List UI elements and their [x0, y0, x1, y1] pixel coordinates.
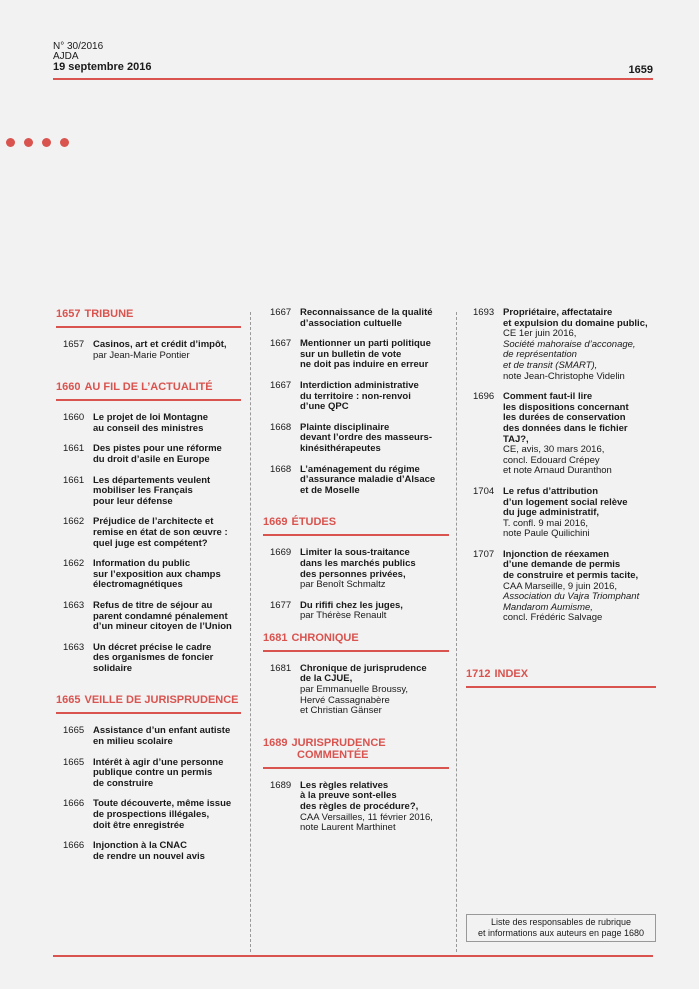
entry-page-number-text: 1660 — [63, 412, 85, 424]
entry-author: par Jean-Marie Pontier — [93, 349, 190, 361]
toc-entry — [56, 517, 241, 549]
entry-citation: CE, avis, 30 mars 2016, concl. Edouard Crépey et note Arnaud Duranthon — [503, 444, 612, 477]
entry-page-number-text: 1662 — [63, 516, 85, 528]
entry-title: Reconnaissance de la qualité d’association cultuelle — [300, 307, 433, 329]
entry-page-number — [263, 664, 300, 717]
entry-title: Plainte disciplinaire devant l’ordre des masseurs- kinésithérapeutes — [300, 421, 432, 454]
toc-entry — [56, 413, 241, 434]
entry-body — [503, 487, 656, 540]
entry-body — [93, 601, 241, 633]
entry-page-number — [56, 841, 93, 862]
toc-entry — [263, 308, 449, 329]
entry-page-number — [56, 517, 93, 549]
entry-citation: CE 1er juin 2016, — [503, 328, 577, 340]
entry-title: Les départements veulent mobiliser les Français pour leur défense — [93, 474, 211, 507]
toc-entry — [466, 487, 656, 540]
entry-page-number-text: 1704 — [473, 485, 495, 497]
entry-page-number-text: 1665 — [63, 756, 85, 768]
entry-title: Le projet de loi Montagne au conseil des ministres — [93, 412, 209, 434]
entry-title: Casinos, art et crédit d’impôt, — [93, 339, 227, 350]
toc-entry — [56, 643, 241, 675]
entry-body — [503, 550, 656, 624]
entry-author: par Emmanuelle Broussy, Hervé Cassagnabère et Christian Gänser — [300, 684, 409, 717]
entry-body — [93, 476, 241, 508]
authors-info-note — [466, 914, 656, 942]
entry-party-name: Association du Vajra Triomphant Mandarom Aumisme, — [503, 591, 640, 613]
toc-entry — [56, 340, 241, 361]
entry-page-number — [263, 423, 300, 455]
entry-body — [300, 308, 449, 329]
toc-entry — [263, 781, 449, 834]
entry-page-number-text: 1669 — [270, 547, 292, 559]
entry-page-number — [56, 476, 93, 508]
toc-entry — [56, 841, 241, 862]
entry-title: Un décret précise le cadre des organismes de foncier solidaire — [93, 641, 214, 674]
entry-page-number — [263, 548, 300, 590]
entry-title: Information du public sur l’exposition aux champs électromagnétiques — [93, 558, 221, 591]
toc-entry — [263, 465, 449, 497]
toc-entry — [56, 559, 241, 591]
entry-body — [300, 781, 449, 834]
entry-page-number-text: 1667 — [270, 338, 292, 350]
entry-page-number — [56, 340, 93, 361]
entry-page-number-text: 1667 — [270, 307, 292, 318]
dot-icon — [60, 138, 69, 147]
entry-title: Injonction à la CNAC de rendre un nouvel avis — [93, 840, 205, 862]
entry-page-number — [56, 601, 93, 633]
entry-page-number-text: 1667 — [270, 379, 292, 391]
entry-body — [93, 413, 241, 434]
entry-title: Comment faut-il lire les dispositions concernant les durées de conservation des données dans le fichier TAJ?, — [503, 391, 629, 445]
entry-body — [300, 339, 449, 371]
entry-body — [93, 559, 241, 591]
entry-page-number — [466, 392, 503, 477]
entry-page-number — [466, 550, 503, 624]
entry-citation: CAA Marseille, 9 juin 2016, — [503, 580, 618, 592]
entry-body — [93, 758, 241, 790]
toc-entry — [263, 381, 449, 413]
page-header — [53, 42, 151, 72]
journal-name: AJDA — [53, 51, 79, 62]
entry-author: par Benoît Schmaltz — [300, 579, 386, 591]
entry-note-author: note Jean-Christophe Videlin — [503, 370, 625, 382]
entry-page-number-text: 1693 — [473, 307, 495, 318]
entry-page-number-text: 1665 — [63, 725, 85, 737]
entry-body — [93, 444, 241, 465]
toc-entry — [56, 799, 241, 831]
decorative-dots — [6, 134, 78, 152]
column-divider — [456, 312, 457, 952]
dot-icon — [6, 138, 15, 147]
section-heading-etudes: 1669 ÉTUDES — [263, 516, 449, 536]
entry-page-number — [263, 781, 300, 834]
entry-page-number — [263, 308, 300, 329]
entry-page-number — [56, 413, 93, 434]
entry-page-number-text: 1657 — [63, 339, 85, 350]
toc-entry — [56, 758, 241, 790]
entry-title: Des pistes pour une réforme du droit d’asile en Europe — [93, 443, 222, 465]
entry-title: Du rififi chez les juges, — [300, 599, 403, 611]
bottom-rule — [53, 955, 653, 957]
entry-page-number — [56, 726, 93, 747]
column-divider — [250, 312, 251, 952]
section-heading-tribune: 1657 TRIBUNE — [56, 308, 241, 328]
entry-page-number-text: 1663 — [63, 641, 85, 653]
entry-page-number-text: 1681 — [270, 662, 292, 674]
entry-title: Intérêt à agir d’une personne publique contre un permis de construire — [93, 756, 224, 789]
toc-entry — [263, 423, 449, 455]
toc-column-2 — [263, 308, 449, 844]
dot-icon — [42, 138, 51, 147]
entry-title: Assistance d’un enfant autiste en milieu scolaire — [93, 725, 231, 748]
issue-date: 19 septembre 2016 — [53, 61, 152, 73]
entry-author: CAA Versailles, 11 février 2016, note Laurent Marthinet — [300, 811, 433, 834]
top-rule — [53, 78, 653, 80]
entry-body — [93, 841, 241, 862]
authors-info-text: Liste des responsables de rubrique et informations aux auteurs en page 1680 — [477, 917, 645, 938]
toc-entry — [263, 339, 449, 371]
entry-title: Interdiction administrative du territoire : non-renvoi d’une QPC — [300, 379, 419, 413]
entry-page-number-text: 1668 — [270, 421, 292, 433]
toc-entry — [466, 550, 656, 624]
entry-party-name: Société mahoraise d’acconage, de représentation et de transit (SMART), — [503, 338, 636, 371]
toc-column-1 — [56, 308, 241, 872]
section-heading-veille: 1665 VEILLE DE JURISPRUDENCE — [56, 694, 241, 714]
entry-title: Les règles relatives à la preuve sont-elles des règles de procédure?, — [300, 779, 419, 813]
entry-page-number-text: 1707 — [473, 548, 495, 560]
issue-number: N° 30/2016 — [53, 41, 104, 52]
entry-title: Limiter la sous-traitance dans les marchés publics des personnes privées, — [300, 547, 416, 580]
toc-column-3 — [466, 308, 656, 700]
entry-body — [503, 308, 656, 382]
entry-body — [300, 548, 449, 590]
toc-entry — [56, 726, 241, 747]
entry-title: Propriétaire, affectataire et expulsion du domaine public, — [503, 307, 648, 329]
entry-page-number-text: 1689 — [270, 779, 292, 791]
entry-page-number-text: 1662 — [63, 558, 85, 570]
entry-page-number — [56, 758, 93, 790]
toc-entry — [56, 601, 241, 633]
entry-title: Le refus d’attribution d’un logement social relève du juge administratif, — [503, 485, 628, 519]
entry-citation: T. confl. 9 mai 2016, note Paule Quilichini — [503, 517, 590, 540]
entry-body — [93, 726, 241, 747]
entry-page-number — [263, 339, 300, 371]
toc-entry — [466, 392, 656, 477]
entry-page-number — [263, 601, 300, 622]
entry-page-number-text: 1696 — [473, 391, 495, 403]
toc-entry — [56, 476, 241, 508]
entry-body — [93, 799, 241, 831]
entry-body — [503, 392, 656, 477]
entry-page-number-text: 1663 — [63, 599, 85, 611]
entry-body — [93, 517, 241, 549]
entry-body — [300, 664, 449, 717]
entry-page-number — [263, 381, 300, 413]
entry-page-number-text: 1666 — [63, 840, 85, 852]
page-number: 1659 — [628, 64, 653, 76]
entry-title: L’aménagement du régime d’assurance maladie d’Alsace et de Moselle — [300, 463, 436, 496]
dot-icon — [24, 138, 33, 147]
entry-page-number — [56, 799, 93, 831]
section-heading-actualite: 1660 AU FIL DE L’ACTUALITÉ — [56, 381, 241, 401]
entry-page-number-text: 1668 — [270, 463, 292, 475]
entry-page-number — [466, 487, 503, 540]
entry-body — [300, 423, 449, 455]
entry-body — [300, 381, 449, 413]
entry-page-number-text: 1661 — [63, 474, 85, 486]
entry-page-number — [56, 643, 93, 675]
toc-entry — [263, 664, 449, 717]
entry-title: Toute découverte, même issue de prospections illégales, doit être enregistrée — [93, 798, 232, 831]
entry-page-number-text: 1661 — [63, 443, 85, 455]
entry-page-number-text: 1666 — [63, 798, 85, 810]
entry-body — [93, 643, 241, 675]
entry-page-number — [56, 559, 93, 591]
entry-body — [93, 340, 241, 361]
entry-title: Refus de titre de séjour au parent condamné pénalement d’un mineur citoyen de l’Union — [93, 599, 232, 633]
entry-page-number — [466, 308, 503, 382]
toc-entry — [263, 601, 449, 622]
entry-body — [300, 601, 449, 622]
entry-title: Injonction de réexamen d’une demande de permis de construire et permis tacite, — [503, 548, 639, 582]
entry-page-number-text: 1677 — [270, 599, 292, 611]
entry-note-author: concl. Frédéric Salvage — [503, 612, 603, 624]
section-heading-index: 1712 INDEX — [466, 668, 656, 688]
entry-title: Préjudice de l’architecte et remise en état de son œuvre : quel juge est compétent? — [93, 516, 228, 549]
entry-page-number — [263, 465, 300, 497]
entry-page-number — [56, 444, 93, 465]
entry-title: Mentionner un parti politique sur un bulletin de vote ne doit pas induire en erreur — [300, 338, 431, 371]
toc-entry — [56, 444, 241, 465]
entry-author: par Thérèse Renault — [300, 610, 387, 622]
entry-body — [300, 465, 449, 497]
entry-title: Chronique de jurisprudence de la CJUE, — [300, 662, 427, 685]
section-heading-jurisprudence-commentee: 1689 JURISPRUDENCE COMMENTÉE — [263, 737, 449, 769]
section-heading-chronique: 1681 CHRONIQUE — [263, 632, 449, 652]
toc-entry — [263, 548, 449, 590]
toc-entry — [466, 308, 656, 382]
